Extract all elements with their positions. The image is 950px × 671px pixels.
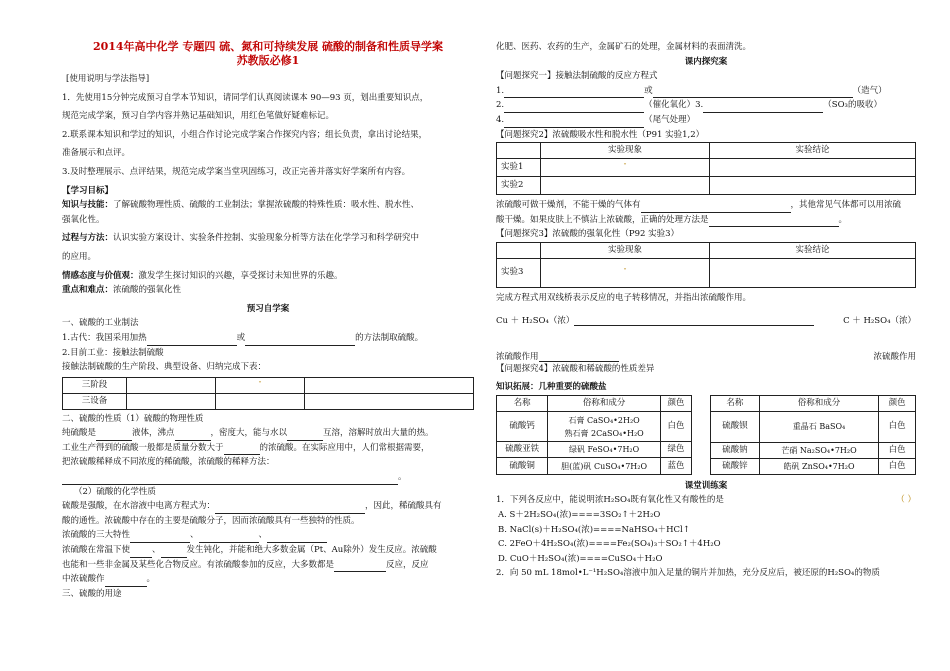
section-1: 一、硫酸的工业制法 [62,318,139,329]
goal-2: 过程与方法：认识实验方案设计、实验条件控制、实验现象分析等方法在化学学习和科学研究中 [62,233,420,244]
q1-heading: 【问题探究一】接触法制硫酸的反应方程式 [496,71,658,82]
uses-text: 化肥、医药、农药的生产，金属矿石的处理，金属材料的表面清洗。 [496,42,752,52]
q2-text-2: 酸干燥。如果皮肤上不慎沾上浓硫酸，正确的处理方法是 。 [496,213,916,228]
table-row: 硫酸钡 重晶石 BaSO₄ 白色 [711,411,916,442]
salts-table-left [496,395,692,475]
section-2-2: 工业生产得到的硫酸一般都是质量分数大于 的浓硫酸。在实际应用中，人们常根据需要， [62,441,474,456]
section-2-7: 浓硫酸的三大特性 、 、 [62,528,474,543]
section-2-5: 硫酸是强酸，在水溶液中电离方程式为： ，因此，稀硫酸具有 [62,499,474,514]
extension-heading: 知识拓展：几种重要的硫酸盐 [496,382,607,393]
option-a: A. S＋2H₂SO₄(浓)====3SO₂↑＋2H₂O [498,509,661,520]
table-header: 名称 俗称和成分 颜色 [497,395,692,411]
section-2-9: 也能和一些非金属及某些化合物反应。有浓硫酸参加的反应，大多数都是 反应，反应 [62,558,474,573]
q4-heading: 【问题探究4】浓硫酸和稀硫酸的性质差异 [496,363,655,374]
usage-3: 3.及时整理展示、点评结果，规范完成学案当堂巩固练习，改正完善并落实好学案所有内容。 [62,166,411,177]
section-2: 二、硫酸的性质（1）硫酸的物理性质 [62,413,204,424]
practice-1: 1．下列各反应中，能说明浓H₂SO₄既有氧化性又有酸性的是 （ ） [496,495,916,506]
section-2-1: 纯硫酸是 液体，沸点 ，密度大，能与水以 互溶，溶解时放出大量的热。 [62,426,474,441]
table-row: 实验3 ˇ [497,258,916,287]
table-row: 实验1 ˇ [497,159,916,177]
table-row: 硫酸钠 芒硝 Na₂SO₄•7H₂O 白色 [711,442,916,458]
right-column [496,40,916,581]
option-d: D. CuO＋H₂SO₄(浓)====CuSO₄＋H₂O [498,553,663,564]
key-points: 重点和难点：浓硫酸的强氧化性 [62,285,182,296]
table-header: 实验现象 实验结论 [497,143,916,159]
inclass-heading: 课内探究案 [684,56,728,67]
table-row: 实验2 [497,177,916,195]
q3-text: 完成方程式用双线桥表示反应的电子转移情况，并指出浓硫酸作用。 [496,292,752,303]
section-1-2: 2.目前工业：接触法制硫酸 [62,347,164,358]
table-row: 硫酸铜 胆(蓝)矾 CuSO₄•7H₂O 蓝色 [497,458,692,474]
salts-table-right [710,395,916,475]
q3-heading: 【问题探究3】浓硫酸的强氧化性（P92 实验3） [496,229,680,240]
table-row: 三阶段 ˇ [63,377,474,393]
table-row: 硫酸钙 石膏 CaSO₄•2H₂O 熟石膏 2CaSO₄•H₂O 白色 [497,412,692,442]
section-1-1: 1.古代：我国采用加热 或 的方法制取硫酸。 [62,331,474,346]
goals-heading: 【学习目标】 [62,185,114,196]
section-2-chem: （2）硫酸的化学性质 [74,486,156,497]
option-b: B. NaCl(s)＋H₂SO₄(浓)====NaHSO₄＋HCl↑ [498,524,690,535]
c-equation: C ＋ H₂SO₄（浓） [843,315,916,326]
redox-equations [496,314,916,326]
usage-heading: [使用说明与学法指导] [66,74,150,84]
section-2-3: 把浓硫酸稀释成不同浓度的稀硫酸，浓硫酸的稀释方法： [62,457,275,468]
usage-1b: 规范完成学案，预习自学内容并熟记基础知识，用红色笔做好疑难标记。 [62,111,335,122]
usage-2b: 准备展示和点评。 [62,148,131,159]
doc-title: 2014年高中化学 专题四 硫、氮和可持续发展 硫酸的制备和性质导学案 苏教版必修1 [92,40,444,67]
goal-1: 知识与技能：了解硫酸物理性质、硫酸的工业制法；掌握浓硫酸的特殊性质：吸水性、脱水性、 [62,200,420,211]
table-row: 三设备 [63,393,474,409]
left-column [62,40,474,601]
section-2-10: 中浓硫酸作 。 [62,572,474,587]
usage-2a: 2.联系课本知识和学过的知识，小组合作讨论完成学案合作探究内容；组长负责，拿出讨论结果， [62,129,428,140]
q2-heading: 【问题探究2】浓硫酸吸水性和脱水性（P91 实验1,2） [496,129,705,140]
c-role: 浓硫酸作用 [873,351,916,362]
section-3: 三、硫酸的用途 [62,588,122,599]
eq-1: 1. 或 （造气） [496,84,916,99]
experiment-table-2 [496,242,916,288]
salts-tables [496,395,916,475]
table-header: 实验现象 实验结论 [497,242,916,258]
goal-3: 情感态度与价值观：激发学生探讨知识的兴趣，享受探讨未知世界的乐趣。 [62,270,343,281]
practice-2: 2．向 50 mL 18mol•L⁻¹H₂SO₄溶液中加入足量的铜片并加热，充分反应后，被还原的H₂SO₄的物质 [496,568,880,579]
goal-1b: 强氧化性。 [62,214,105,225]
eq-2-3: 2. （催化氧化）3. （SO₃的吸收） [496,98,916,113]
q2-text-1: 浓硫酸可做干燥剂，不能干燥的气体有 ，其他常见气体都可以用浓硫 [496,198,916,213]
stages-table [62,377,474,410]
option-c: C. 2FeO＋4H₂SO₄(浓)====Fe₂(SO₄)₃＋SO₂↑＋4H₂O [498,539,721,550]
usage-1a: 1．先使用15分钟完成预习自学本节知识，请同学们认真阅读课本 90—93 页，划出重要知识点， [62,92,429,103]
experiment-table-1 [496,142,916,195]
cu-equation: Cu ＋ H₂SO₄（浓） [496,314,814,326]
preview-heading: 预习自学案 [246,303,290,314]
goal-2b: 的应用。 [62,251,97,262]
table-row: 硫酸亚铁 绿矾 FeSO₄•7H₂O 绿色 [497,441,692,457]
section-2-6: 酸的通性。浓硫酸中存在的主要是硫酸分子，因而浓硫酸具有一些独特的性质。 [62,515,360,526]
section-2-4: 。 [62,470,474,485]
section-1-3: 接触法制硫酸的生产阶段、典型设备、归纳完成下表： [62,362,267,373]
table-row: 硫酸锌 皓矾 ZnSO₄•7H₂O 白色 [711,458,916,474]
cu-role: 浓硫酸作用 [496,350,619,362]
acid-roles [496,350,916,362]
practice-heading: 课堂训练案 [684,480,728,491]
section-2-8: 浓硫酸在常温下使 、 发生钝化，并能和绝大多数金属（Pt、Au除外）发生反应。浓硫酸 [62,543,474,558]
eq-4: 4. （尾气处理） [496,113,916,128]
table-header: 名称 俗称和成分 颜色 [711,395,916,411]
